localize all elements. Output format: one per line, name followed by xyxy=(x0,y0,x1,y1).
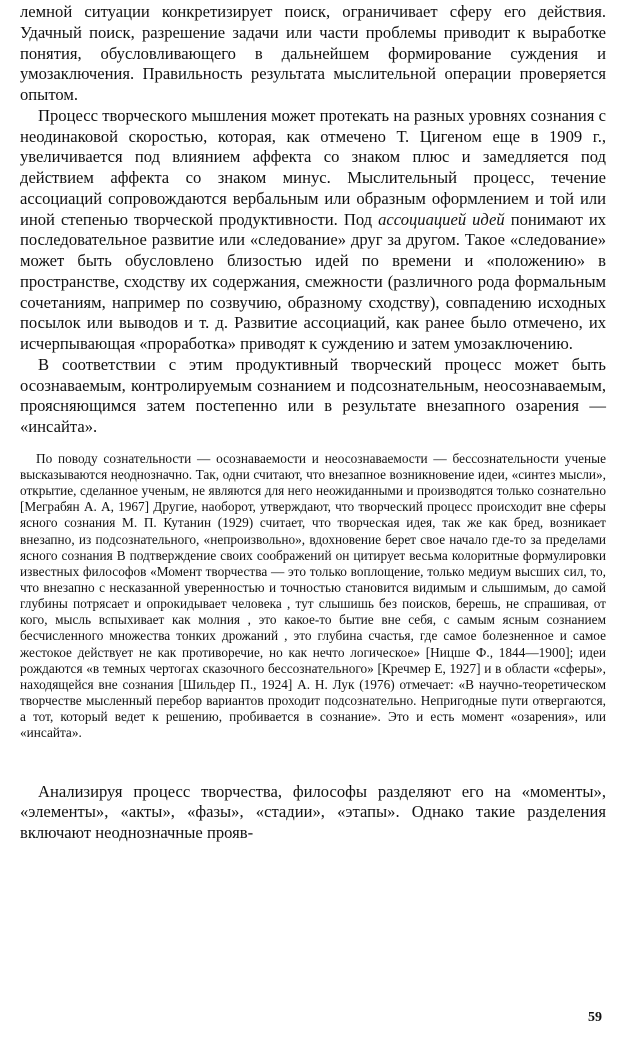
page-number: 59 xyxy=(588,1010,602,1025)
paragraph-1: лемной ситуации конкретизирует поиск, ограничивает сферу его действия. Удачный поиск, разрешение задачи или части проблемы приводит к выработке понятия, обусловливающего в дальнейшем формирование суждения и умозаключения. Правильность результата мыслительной операции проверяется опытом. xyxy=(20,2,606,104)
paragraph-2 xyxy=(20,106,606,355)
paragraph-2-start: Процесс творческого мышления может протекать на разных уровнях сознания с неодинаковой скоростью, которая, как отмечено Т. Цигеном еще в 1909 г., увеличивается под влиянием аффекта со знаком плюс и замедляется под действием аффекта со знаком минус. Мыслительный процесс, течение ассоциаций сопровождаются вербальным или образным оформлением и той или иной степенью творческой продуктивности. Под xyxy=(20,105,606,229)
closing-paragraph: Анализируя процесс творчества, философы разделяют его на «моменты», «элементы», «акты», «фазы», «стадии», «этапы». Однако такие разделения включают неоднозначные прояв- xyxy=(20,781,606,843)
paragraph-3: В соответствии с этим продуктивный творческий процесс может быть осознаваемым, контролируемым сознанием и подсознательным, неосознаваемым, проясняющимся затем постепенно или в результате внезапного озарения — «инсайта». xyxy=(20,354,606,436)
italic-term: ассоциацией идей xyxy=(378,209,505,229)
small-print-paragraph: По поводу сознательности — осознаваемости и неосознаваемости — бессознательности ученые высказываются неоднозначно. Так, одни считают, что внезапное возникновение идеи, «синтез мысли», открытие, сделанное ученым, не являются для него неожиданными и производятся только сознательно [Меграбян А. А, 1967] Другие, наоборот, утверждают, что творческий процесс происходит вне сферы ясного сознания М. П. Кутанин (1929) считает, что творческая идея, так же как бред, возникает внезапно, из подсознательного, «непроизвольно», вдохновение берет свое начало где-то за пределами ясного сознания В подтверждение своих соображений он цитирует весьма колоритные формулировки известных философов «Момент творчества — это только воплощение, только медиум высших сил, то, что внезапно с несказанной уверенностью и точностью становится видимым и слышимым, до самой глубины потрясает и опрокидывает человека , тут слышишь без поисков, берешь, не спрашивая, от кого, мысль вспыхивает как молния , это какое-то бытие вне себя, с самым ясным сознанием бесчисленного множества тонких дрожаний , это глубина счастья, где самое болезненное и самое жестокое действует не как противоречие, но как нечто логическое» [Ницше Ф., 1844—1900]; идеи рождаются «в темных чертогах сказочного бессознательного» [Кречмер Е, 1927] и в области «сферы», находящейся вне сознания [Шильдер П., 1924] А. Н. Лук (1976) отмечает: «В научно-теоретическом творчестве мысленный перебор вариантов проходит подсознательно. Непригодные пути отвергаются, а тот, который ведет к решению, пробивается в сознание». Это и есть момент «озарения», или «инсайта». xyxy=(20,450,606,741)
paragraph-2-end: понимают их последовательное развитие или «следование» друг за другом. Такое «следование» может быть обусловлено близостью идей по времени и «положению» в пространстве, сходству их содержания, смежности (различного рода формальным сочетаниям, например по созвучию, образному сходству), совпадению исходных посылок или выводов и т. д. Развитие ассоциаций, как ранее было отмечено, их исчерпывающая «проработка» приводят к суждению и затем умозаключению. xyxy=(20,209,606,353)
main-text xyxy=(20,2,606,438)
closing-text xyxy=(20,782,606,844)
small-print-note xyxy=(20,451,606,742)
